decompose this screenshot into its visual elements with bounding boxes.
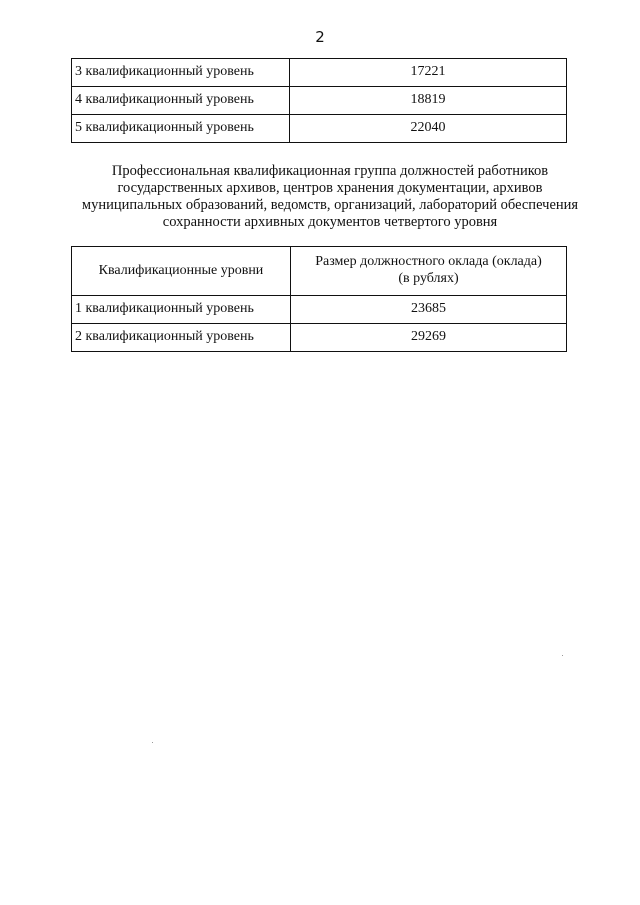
section-heading-line: муниципальных образований, ведомств, организаций, лабораторий обеспечения [81,197,579,213]
section-heading-line: государственных архивов, центров хранения документации, архивов [117,180,543,196]
salary-cell: 29269 [291,324,567,352]
section-heading [60,163,600,231]
qualification-level-cell: 2 квалификационный уровень [72,324,291,352]
table-row [72,296,567,324]
table-header-row [72,247,567,296]
column-header-salary-line1: Размер должностного оклада (оклада) [315,254,542,270]
table-row [72,59,567,87]
qualification-level-cell: 3 квалификационный уровень [72,59,290,87]
page-number: 2 [315,28,325,46]
salary-cell: 22040 [290,115,567,143]
salary-cell: 23685 [291,296,567,324]
section-heading-line: Профессиональная квалификационная группа должностей работников [111,163,549,179]
table-row [72,87,567,115]
column-header-salary [291,247,567,296]
column-header-salary-line2: (в рублях) [398,271,459,286]
table-row [72,324,567,352]
scan-speck [152,742,153,743]
section-heading-line: сохранности архивных документов четвертого уровня [162,214,498,230]
column-header-levels: Квалификационные уровни [72,247,291,296]
qualification-level-cell: 1 квалификационный уровень [72,296,291,324]
table-row [72,115,567,143]
qualification-level-cell: 4 квалификационный уровень [72,87,290,115]
qualification-level-cell: 5 квалификационный уровень [72,115,290,143]
salary-cell: 18819 [290,87,567,115]
salary-table-continued [71,58,567,143]
scan-speck [562,655,563,656]
salary-cell: 17221 [290,59,567,87]
salary-table [71,246,567,352]
